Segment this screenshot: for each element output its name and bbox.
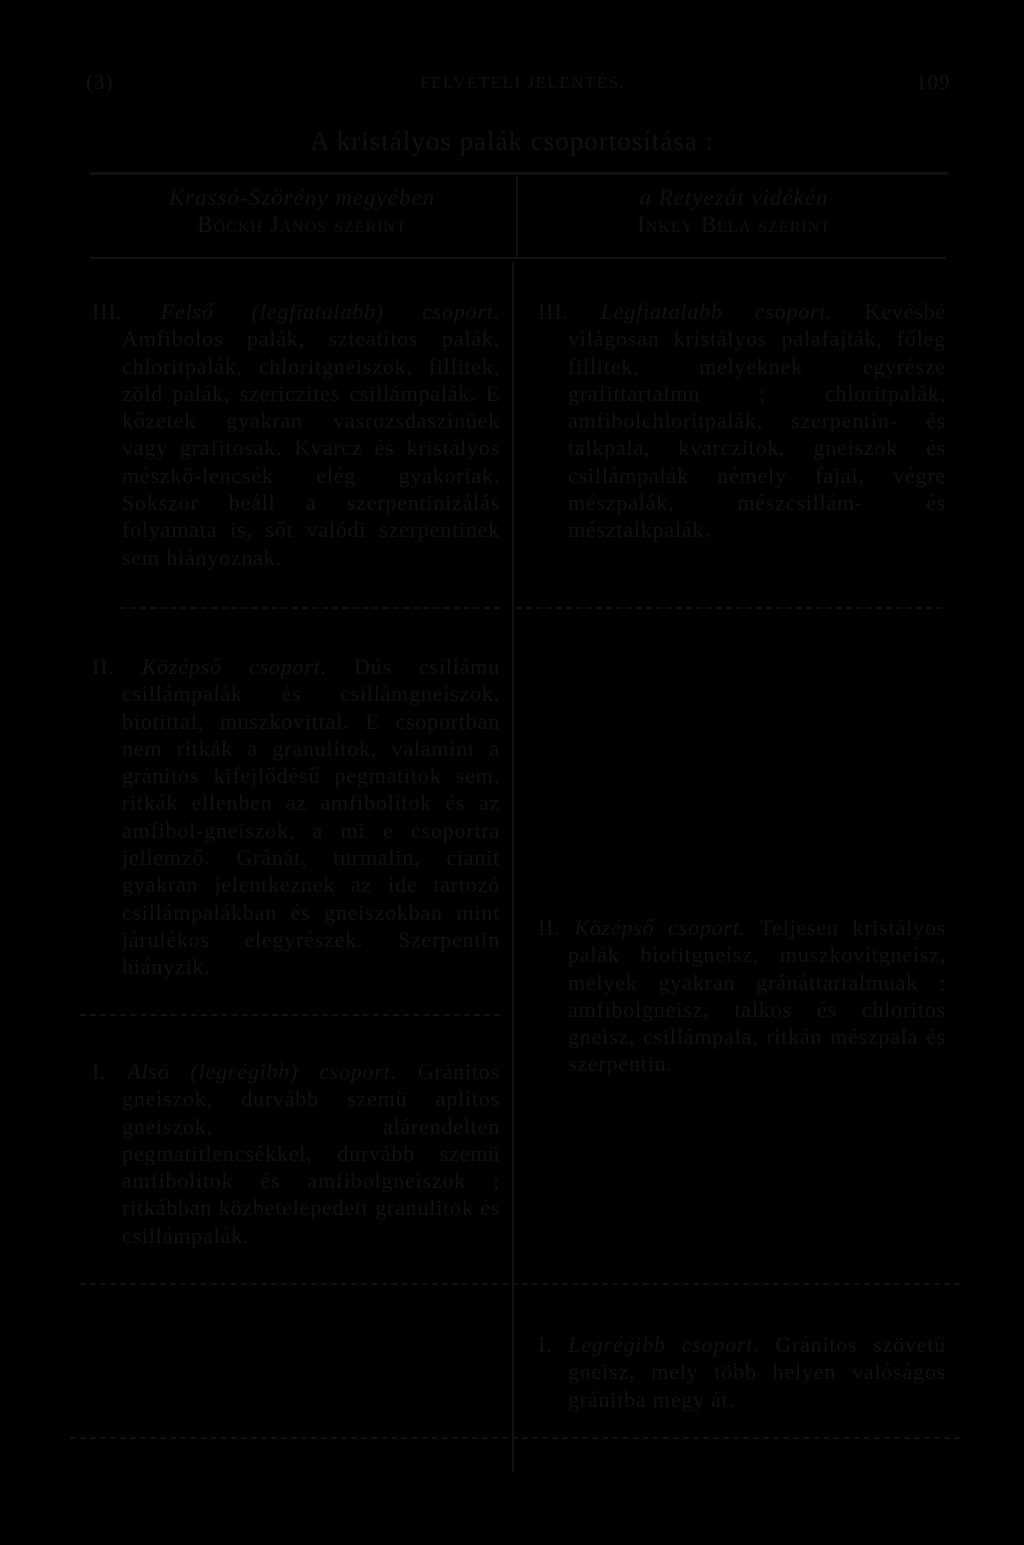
right-author: Inkey Béla szerint bbox=[637, 212, 831, 237]
page-number: 109 bbox=[916, 70, 951, 94]
page-title: A kristályos palák csoportosítása : bbox=[310, 126, 714, 156]
separator-bottom bbox=[70, 1437, 960, 1439]
group-description: Amfibolos palák, szteatitos palák, chloritpalák, chloritgneiszok, fillitek, zöld palák, szericzites csillámpalák. E kőzetek gyakran vasrozsdaszinüek vagy grafitosak. Kvarcz és kristályos mészkő-lencsék elég gyakoriak. Sokszor beáll a szerpentinizálás folyamata is, sőt valódi szerpentinek sem hiányoznak. bbox=[122, 326, 500, 570]
left-group-I bbox=[92, 1058, 500, 1249]
column-divider bbox=[512, 262, 514, 1472]
separator-left-upper bbox=[120, 607, 500, 609]
group-name: Legrégibb csoport. bbox=[568, 1332, 760, 1357]
group-number: III. bbox=[92, 299, 123, 324]
left-region: Krassó-Szörény megyében bbox=[168, 185, 436, 210]
group-number: II. bbox=[92, 654, 115, 679]
group-number: I. bbox=[92, 1059, 107, 1084]
group-description: Kevésbé világosan kristályos palafajták, főleg fillitek, melyeknek egyrésze grafittartalmu ; chloritpalák, amfibolchloritpalák, szerpentin- és talkpala, kvarczitok, gneiszok és csillámpalák némely fajai, végre mészpalák, mészcsillám- és mésztalkpalák. bbox=[568, 299, 946, 543]
group-name: Középső csoport. bbox=[574, 915, 747, 940]
separator-left-middle bbox=[80, 1014, 500, 1016]
left-group-II bbox=[92, 653, 500, 981]
right-region: a Retyezát vidékén bbox=[639, 185, 829, 210]
page-header-left: (3) bbox=[86, 70, 114, 94]
column-head-right bbox=[520, 184, 948, 238]
left-group-III bbox=[92, 298, 500, 571]
top-rule bbox=[90, 172, 948, 175]
group-description: Gránitos szövetű gneisz, mely több helyen valóságos gránitba megy át. bbox=[568, 1332, 946, 1412]
separator-right-upper bbox=[516, 607, 942, 609]
header-column-divider bbox=[516, 176, 518, 258]
group-number: III. bbox=[538, 299, 569, 324]
right-group-III bbox=[538, 298, 946, 544]
running-head: FELVÉTELI JELENTÉS. bbox=[420, 73, 626, 92]
group-name: Felső (legfiatalabb) csoport. bbox=[160, 299, 500, 324]
group-description: Gránitos gneiszok, durvább szemü aplitos gneiszok, alárendelten pegmatitlencsékkel, durvább szemü amfibolitok és amfibolgneiszok ; ritkábban közbetelepedett granulitok és csillámpalák. bbox=[122, 1059, 500, 1248]
separator-lower bbox=[80, 1283, 960, 1285]
group-name: Középső csoport. bbox=[141, 654, 327, 679]
right-group-II bbox=[538, 914, 946, 1078]
group-name: Alsó (legrégibb) csoport. bbox=[127, 1059, 397, 1084]
header-bottom-rule bbox=[90, 257, 946, 259]
group-name: Legfiatalabb csoport. bbox=[600, 299, 833, 324]
group-description: Teljesen kristályos palák biotitgneisz, muszkovitgneisz, melyek gyakran gránáttartalmuak ; amfibolgneisz, talkos és chloritos gneisz, csillámpala, ritkán mészpala és szerpentin. bbox=[568, 915, 946, 1077]
group-number: II. bbox=[538, 915, 561, 940]
group-number: I. bbox=[538, 1332, 553, 1357]
left-author: Böckh János szerint bbox=[197, 212, 407, 237]
column-head-left bbox=[90, 184, 514, 238]
group-description: Dús csillámu csillámpalák és csillámgneiszok, biotittal, muszkovittal. E csoportban nem ritkák a granulitok, valamint a gránitos kifejlődésű pegmatitok sem, ritkák ellenben az amfibolitok és az amfibol-gneiszok, a mi e csoportra jellemző. Gránát, turmalin, cianit gyakran jelentkeznek az ide tartozó csillámpalákban és gneiszokban mint járulékos elegyrészek. Szerpentin hiányzik. bbox=[122, 654, 500, 980]
right-group-I bbox=[538, 1331, 946, 1413]
